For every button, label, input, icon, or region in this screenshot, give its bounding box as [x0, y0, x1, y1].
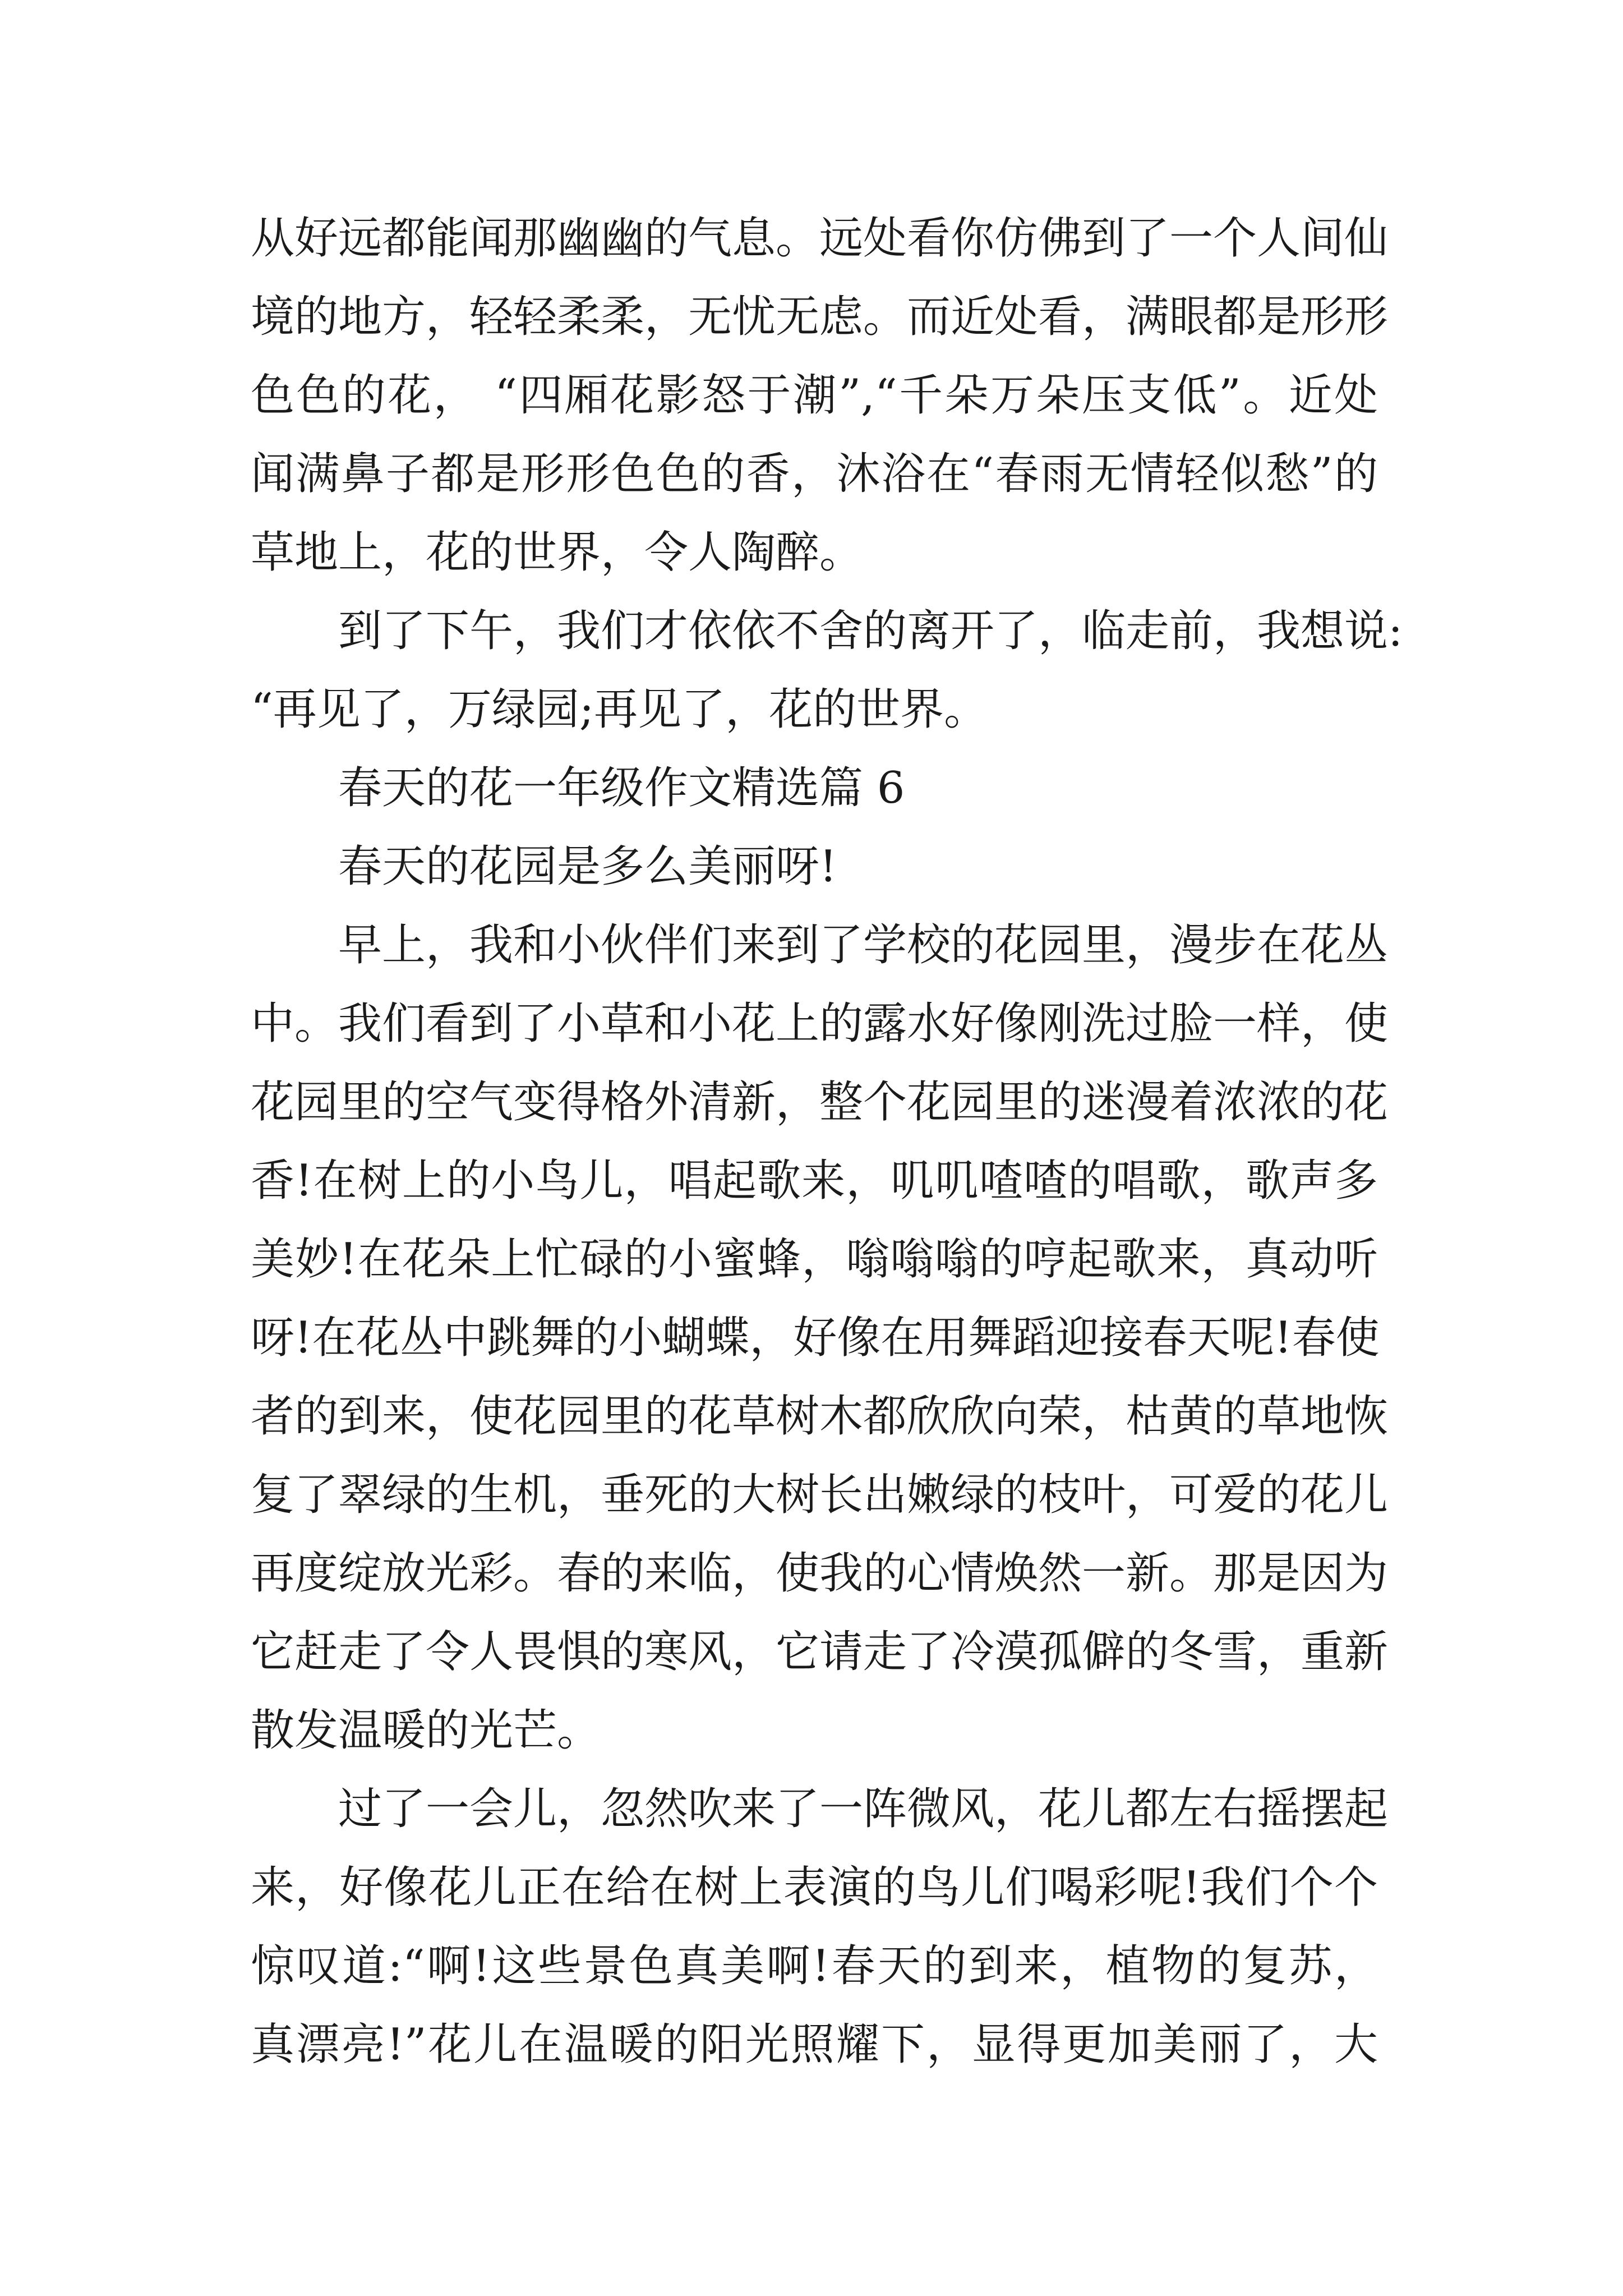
text-line: 散发温暖的光芒。 — [251, 1705, 601, 1756]
paragraph-first-line: 到了下午，我们才依依不舍的离开了，临走前，我想说: — [338, 606, 1403, 656]
text-line: 者的到来，使花园里的花草树木都欣欣向荣，枯黄的草地恢 — [251, 1391, 1389, 1442]
text-line: 真漂亮!”花儿在温暖的阳光照耀下，显得更加美丽了，大 — [251, 2019, 1378, 2070]
text-line: 它赶走了令人畏惧的寒风，它请走了冷漠孤僻的冬雪，重新 — [251, 1627, 1389, 1677]
text-line: 来，好像花儿正在给在树上表演的鸟儿们喝彩呢!我们个个 — [251, 1862, 1378, 1913]
paragraph-first-line: 春天的花园是多么美丽呀! — [338, 841, 837, 892]
text-line: 复了翠绿的生机，垂死的大树长出嫩绿的枝叶，可爱的花儿 — [251, 1470, 1389, 1520]
text-line: 再度绽放光彩。春的来临，使我的心情焕然一新。那是因为 — [251, 1548, 1389, 1599]
text-line: 色色的花， “四厢花影怒于潮”,“千朵万朵压支低”。近处 — [251, 370, 1378, 421]
text-line: 从好远都能闻那幽幽的气息。远处看你仿佛到了一个人间仙 — [251, 213, 1389, 264]
text-line: 香!在树上的小鸟儿，唱起歌来，叽叽喳喳的唱歌，歌声多 — [251, 1156, 1378, 1206]
text-line: 惊叹道:“啊!这些景色真美啊!春天的到来，植物的复苏， — [251, 1941, 1378, 1991]
text-line: 美妙!在花朵上忙碌的小蜜蜂，嗡嗡嗡的哼起歌来，真动听 — [251, 1234, 1378, 1285]
text-line: 闻满鼻子都是形形色色的香，沐浴在“春雨无情轻似愁”的 — [251, 449, 1378, 499]
text-line: 花园里的空气变得格外清新，整个花园里的迷漫着浓浓的花 — [251, 1077, 1389, 1128]
text-line: 中。我们看到了小草和小花上的露水好像刚洗过脸一样，使 — [251, 999, 1389, 1049]
paragraph-first-line: 过了一会儿，忽然吹来了一阵微风，花儿都左右摇摆起 — [338, 1784, 1389, 1834]
paragraph-first-line: 早上，我和小伙伴们来到了学校的花园里，漫步在花丛 — [338, 920, 1389, 970]
text-line: “再见了，万绿园;再见了，花的世界。 — [251, 684, 988, 735]
text-line: 境的地方，轻轻柔柔，无忧无虑。而近处看，满眼都是形形 — [251, 292, 1389, 342]
text-line: 呀!在花丛中跳舞的小蝴蝶，好像在用舞蹈迎接春天呢!春使 — [251, 1313, 1380, 1363]
text-line: 草地上，花的世界，令人陶醉。 — [251, 527, 864, 578]
section-heading: 春天的花一年级作文精选篇 6 — [338, 763, 905, 813]
